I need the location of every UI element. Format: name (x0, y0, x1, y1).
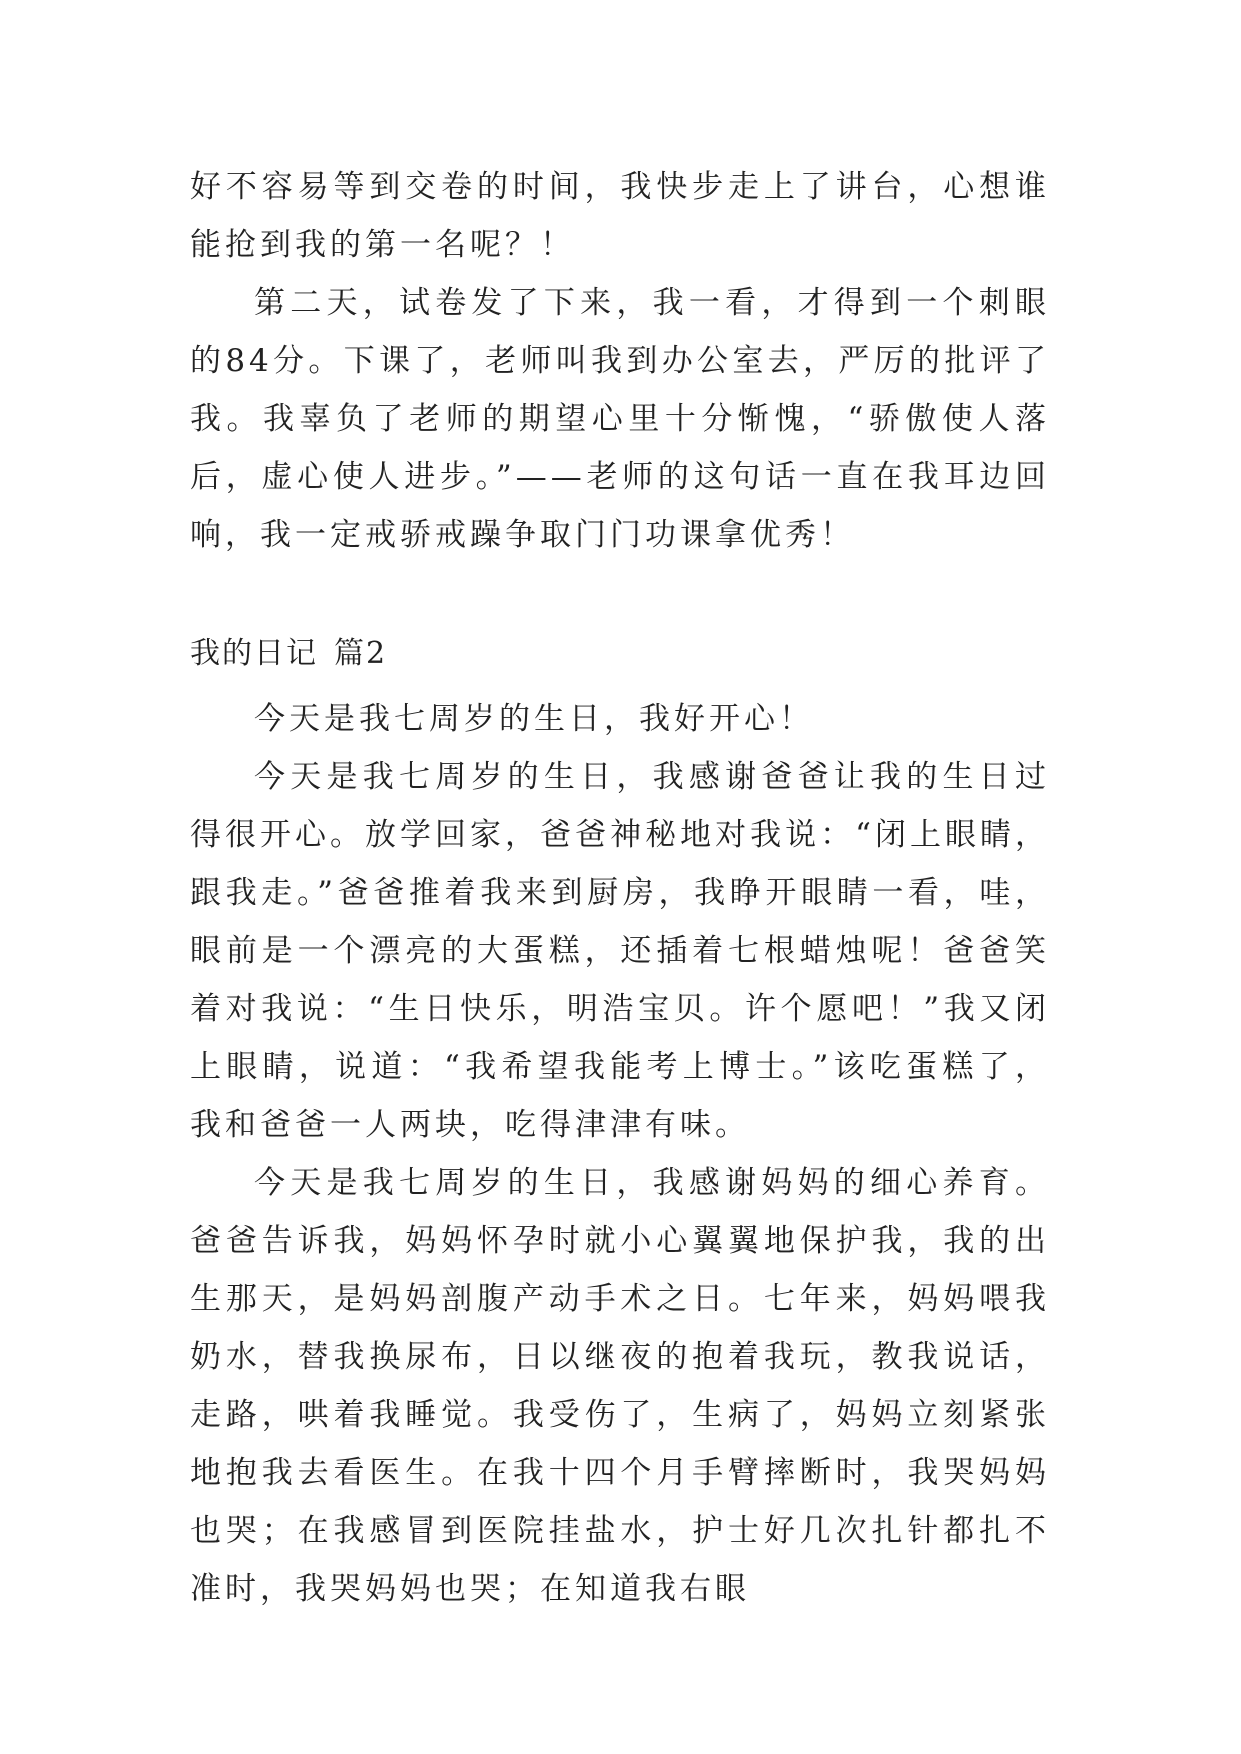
section-number: 篇2 (334, 636, 388, 671)
paragraph-birthday-mother: 今天是我七周岁的生日，我感谢妈妈的细心养育。爸爸告诉我，妈妈怀孕时就小心翼翼地保护我，我的出生那天，是妈妈剖腹产动手术之日。七年来，妈妈喂我奶水，替我换尿布，日以继夜的抱着我玩，教我说话，走路，哄着我睡觉。我受伤了，生病了，妈妈立刻紧张地抱我去看医生。在我十四个月手臂摔断时，我哭妈妈也哭；在我感冒到医院挂盐水，护士好几次扎针都扎不准时，我哭妈妈也哭；在知道我右眼 (190, 1165, 1050, 1607)
paragraph-birthday-intro: 今天是我七周岁的生日，我好开心！ (254, 701, 814, 737)
paragraph-birthday-father: 今天是我七周岁的生日，我感谢爸爸让我的生日过得很开心。放学回家，爸爸神秘地对我说：“闭上眼睛，跟我走。”爸爸推着我来到厨房，我睁开眼睛一看，哇，眼前是一个漂亮的大蛋糕，还插着七根蜡烛呢！爸爸笑着对我说：“生日快乐，明浩宝贝。许个愿吧！”我又闭上眼睛，说道：“我希望我能考上博士。”该吃蛋糕了，我和爸爸一人两块，吃得津津有味。 (190, 759, 1050, 1143)
section-title: 我的日记 (190, 636, 318, 671)
paragraph-exam-submit: 好不容易等到交卷的时间，我快步走上了讲台，心想谁能抢到我的第一名呢？！ (190, 169, 1050, 263)
paragraph-exam-result: 第二天，试卷发了下来，我一看，才得到一个刺眼的84分。下课了，老师叫我到办公室去，严厉的批评了我。我辜负了老师的期望心里十分惭愧，“骄傲使人落后，虚心使人进步。”——老师的这句话一直在我耳边回响，我一定戒骄戒躁争取门门功课拿优秀！ (190, 285, 1050, 553)
section-heading (190, 632, 387, 676)
